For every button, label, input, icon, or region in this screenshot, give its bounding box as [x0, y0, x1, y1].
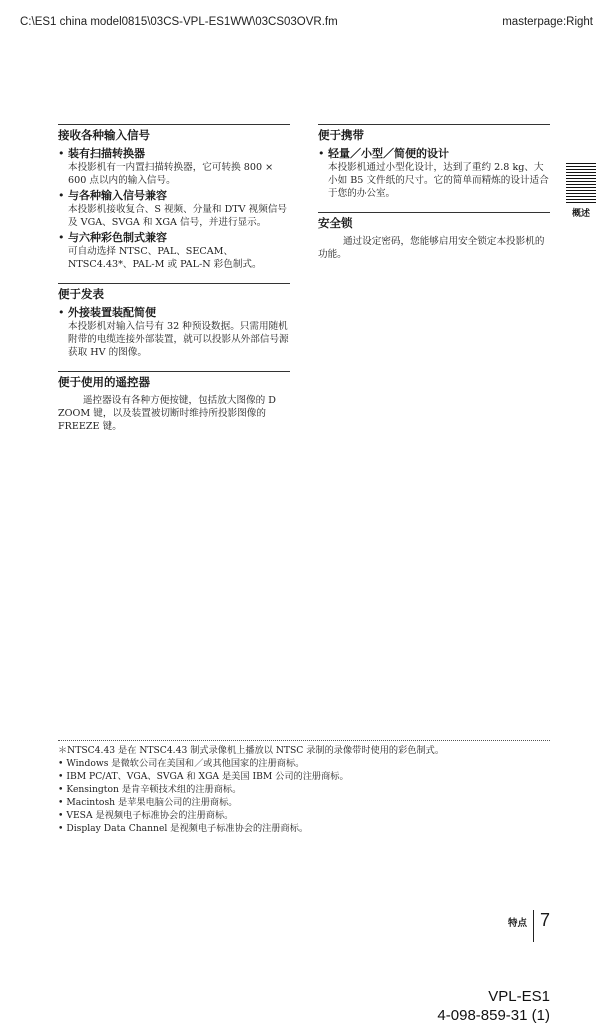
item-title: 轻量／小型／简便的设计	[328, 147, 449, 160]
section-remote-control	[58, 371, 290, 433]
section-receive-signals	[58, 124, 290, 271]
footnote: • Display Data Channel 是视频电子标准协会的注册商标。	[58, 823, 309, 834]
right-column	[318, 124, 550, 273]
part-number: 4-098-859-31 (1)	[437, 1007, 550, 1024]
footnote: • Windows 是微软公司在美国和／或其他国家的注册商标。	[58, 758, 305, 769]
section-security-lock	[318, 212, 550, 261]
side-tab-label: 概述	[571, 209, 590, 219]
left-column	[58, 124, 290, 445]
side-tab	[566, 163, 596, 219]
section-title: 便于携带	[318, 124, 550, 143]
model-info	[437, 987, 550, 1025]
list-item	[318, 147, 550, 200]
model-name: VPL-ES1	[488, 988, 550, 1005]
section-title: 接收各种输入信号	[58, 124, 290, 143]
side-tab-lines	[566, 163, 596, 203]
section-title: 便于发表	[58, 283, 290, 302]
section-paragraph: 遥控器设有各种方便按键，包括放大图像的 D ZOOM 键，以及装置被切断时维持所投影图像的 FREEZE 键。	[58, 395, 276, 432]
item-title: 外接装置装配简便	[68, 306, 156, 319]
section-title: 安全锁	[318, 212, 550, 231]
list-item	[58, 306, 290, 359]
footnote: • VESA 是视频电子标准协会的注册商标。	[58, 810, 234, 821]
item-body: 本投影机有一内置扫描转换器，它可转换 800 × 600 点以内的输入信号。	[68, 162, 274, 186]
bullet-icon: •	[318, 147, 325, 160]
list-item	[58, 147, 290, 187]
section-portability	[318, 124, 550, 200]
item-title: 与各种输入信号兼容	[68, 189, 167, 202]
header-masterpage: masterpage:Right	[502, 16, 593, 28]
footer-section-label: 特点	[507, 918, 527, 929]
page-number: 7	[539, 910, 550, 930]
page-footer	[508, 910, 550, 942]
footnote: • Macintosh 是苹果电脑公司的注册商标。	[58, 797, 238, 808]
header-file-path: C:\ES1 china model0815\03CS-VPL-ES1WW\03CS03OVR.fm	[20, 16, 338, 28]
bullet-icon: •	[58, 231, 65, 244]
section-paragraph: 通过设定密码，您能够启用安全锁定本投影机的功能。	[318, 236, 545, 260]
section-title: 便于使用的遥控器	[58, 371, 290, 390]
item-title: 与六种彩色制式兼容	[68, 231, 167, 244]
item-body: 本投影机接收复合、S 视频、分量和 DTV 视频信号及 VGA、SVGA 和 XGA 信号，并进行显示。	[68, 204, 288, 228]
footnote: • Kensington 是肯辛顿技术组的注册商标。	[58, 784, 242, 795]
bullet-icon: •	[58, 147, 65, 160]
footer-divider	[533, 910, 534, 942]
footnote: ＊NTSC4.43 是在 NTSC4.43 制式录像机上播放以 NTSC 录制的录像带时使用的彩色制式。	[58, 745, 445, 756]
list-item	[58, 189, 290, 229]
footnote: • IBM PC/AT、VGA、SVGA 和 XGA 是美国 IBM 公司的注册商标。	[58, 771, 349, 782]
list-item	[58, 231, 290, 271]
footnotes	[58, 740, 550, 835]
bullet-icon: •	[58, 189, 65, 202]
section-presentation	[58, 283, 290, 359]
bullet-icon: •	[58, 306, 65, 319]
item-title: 装有扫描转换器	[68, 147, 145, 160]
item-body: 可自动选择 NTSC、PAL、SECAM、NTSC4.43*、PAL-M 或 PAL-N 彩色制式。	[68, 246, 262, 270]
item-body: 本投影机通过小型化设计，达到了重约 2.8 kg、大小如 B5 文件纸的尺寸。它的简单而精炼的设计适合于您的办公室。	[328, 162, 549, 199]
item-body: 本投影机对输入信号有 32 种预设数据。只需用随机附带的电缆连接外部装置，就可以投影从外部信号源获取 HV 的图像。	[68, 321, 289, 358]
